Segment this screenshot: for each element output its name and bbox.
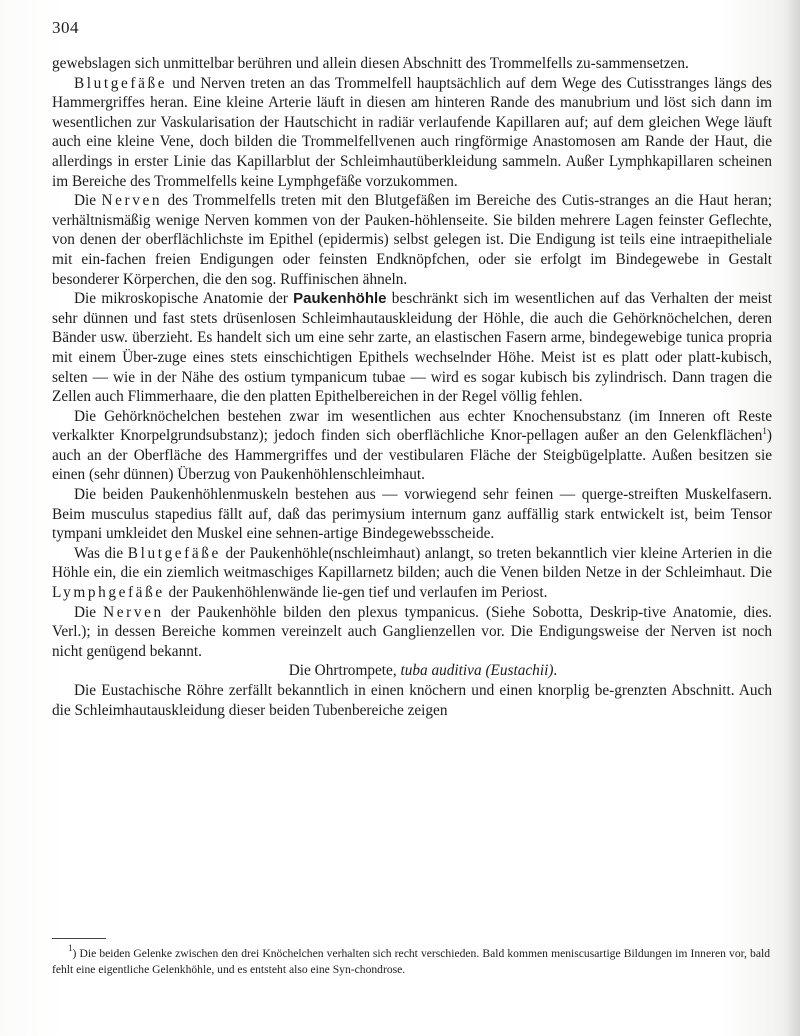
paragraph-text: Die Gehörknöchelchen bestehen zwar im wesentlichen aus echter Knochensubstanz (im Inneren oft Reste verkalkter Knorpelgrundsubstanz); jedoch finden sich oberflächliche Knor-pellagen außer an den Gelenkflächen — [52, 407, 772, 445]
footnote-paragraph — [52, 943, 770, 978]
paragraph-text: beschränkt sich im wesentlichen auf das Verhalten der meist sehr dünnen und fast stets drüsenlosen Schleimhautauskleidung der Höhle, die auch die Gehörknöchelchen, deren Bänder usw. überzieht. Es handelt sich um eine sehr zarte, an elastischen Fasern arme, bindegewebige tunica propria mit einem Über-zuge eines stets einschichtigen Epithels wechselnder Höhe. Meist ist es platt oder platt-kubisch, selten — wie in der Nähe des ostium tympanicum tubae — wird es sogar kubisch bis zylindrisch. Dann tragen die Zellen auch Flimmerhaare, die den platten Epithelbereichen in der Regel völlig fehlen. — [52, 290, 773, 406]
paragraph-text: Die — [74, 603, 104, 621]
paragraph — [52, 544, 772, 603]
footnote-reference[interactable]: 1 — [762, 426, 767, 437]
footnote-marker: 1 — [68, 943, 73, 953]
footnote-divider — [52, 938, 106, 939]
paragraph-text: Was die — [74, 544, 128, 562]
spaced-term: Blutgefäße — [74, 74, 168, 92]
paragraph: gewebslagen sich unmittelbar berühren und allein diesen Abschnitt des Trommelfells zu-sammensetzen. — [52, 55, 689, 72]
paragraph — [52, 74, 772, 192]
paragraph-text: Die mikroskopische Anatomie der — [74, 290, 294, 308]
paragraph-text: ) auch an der Oberfläche des Hammergriffes und der vestibularen Fläche der Steigbügelplatte. Außen besitzen sie einen (sehr dünnen) Überzug von Paukenhöhlenschleimhaut. — [52, 427, 772, 484]
paragraph-text: des Trommelfells treten mit den Blutgefäßen im Bereiche des Cutis-stranges an die Haut heran; verhältnismäßig wenige Nerven kommen von der Pauken-höhlenseite. Sie bilden mehrere Lagen feinster Geflechte, von denen der oberflächlichste im Epithel (epidermis) selbst gelegen ist. Die Endigung ist teils eine intraepitheliale mit ein-fachen freien Endigungen oder feinsten Endknöpfchen, oder sie erfolgt im Bindegewebe in Gestalt besonderer Körperchen, die den sog. Ruffinischen ähneln. — [52, 192, 772, 288]
spaced-term: Nerven — [103, 603, 164, 621]
spaced-term: Blutgefäße — [127, 544, 221, 562]
bold-term: Paukenhöhle — [293, 290, 387, 308]
paragraph — [52, 603, 772, 662]
section-heading — [52, 661, 772, 681]
page-number: 304 — [52, 18, 79, 37]
paragraph: Die beiden Paukenhöhlenmuskeln bestehen aus — vorwiegend sehr feinen — querge-streiften Muskelfasern. Beim musculus stapedius fällt auf, daß das perimysium internum ganz auffällig stark entwickelt ist, beim Tensor tympani umkleidet den Muskel eine sehnen-artige Bindegewebsscheide. — [52, 486, 772, 543]
paragraph — [52, 407, 772, 485]
heading-text: Die Ohrtrompete, — [288, 662, 401, 680]
heading-latin: tuba auditiva (Eustachii) — [400, 662, 554, 680]
paragraph-text: der Paukenhöhlenwände lie-gen tief und verlaufen im Periost. — [164, 584, 548, 602]
spaced-term: Nerven — [101, 192, 163, 210]
spaced-term: Lymphgefäße — [52, 584, 165, 602]
paragraph-text: und Nerven treten an das Trommelfell hauptsächlich auf dem Wege des Cutisstranges längs des Hammergriffes heran. Eine kleine Arterie läuft in diesen am hinteren Rande des manubrium und löst sich dann im wesentlichen zur Vaskularisation der Hautschicht in radiär verlaufende Kapillaren auf; auf dem gleichen Wege läuft auch eine kleine Vene, doch bilden die Trommelfellvenen auch ringförmige Anastomosen am Rande der Haut, die allerdings in erster Linie das Kapillarblut der Schleimhautüberkleidung sammeln. Außer Lymphkapillaren scheinen im Bereiche des Trommelfells keine Lymphgefäße vorzukommen. — [52, 74, 772, 190]
paragraph-text: der Paukenhöhle(nschleimhaut) anlangt, so treten bekanntlich vier kleine Arterien in die Höhle ein, die ein ziemlich weitmaschiges Kapillarnetz bilden; auch die Venen bilden Netze in der Schleimhaut. Die — [52, 544, 772, 582]
footnote — [52, 943, 770, 978]
heading-end: . — [553, 662, 558, 680]
paragraph-text: der Paukenhöhle bilden den plexus tympanicus. (Siehe Sobotta, Deskrip-tive Anatomie, dies. Verl.); in dessen Bereiche kommen vereinzelt auch Ganglienzellen vor. Die Endigungsweise der Nerven ist noch nicht genügend bekannt. — [52, 603, 772, 660]
paragraph — [52, 191, 772, 289]
paragraph — [52, 289, 772, 407]
page-edge-shadow — [786, 0, 800, 1036]
footnote-text: ) Die beiden Gelenke zwischen den drei Knöchelchen verhalten sich recht verschieden. Bald kommen meniscusartige Bildungen im Inneren vor, bald fehlt eine eigentliche Gelenkhöhle, und es entsteht also eine Syn-chondrose. — [52, 947, 770, 976]
paragraph-text: Die — [74, 192, 102, 210]
paragraph: Die Eustachische Röhre zerfällt bekanntlich in einen knöchern und einen knorplig be-grenzten Abschnitt. Auch die Schleimhautauskleidung dieser beiden Tubenbereiche zeigen — [52, 682, 772, 719]
main-text — [52, 54, 772, 720]
